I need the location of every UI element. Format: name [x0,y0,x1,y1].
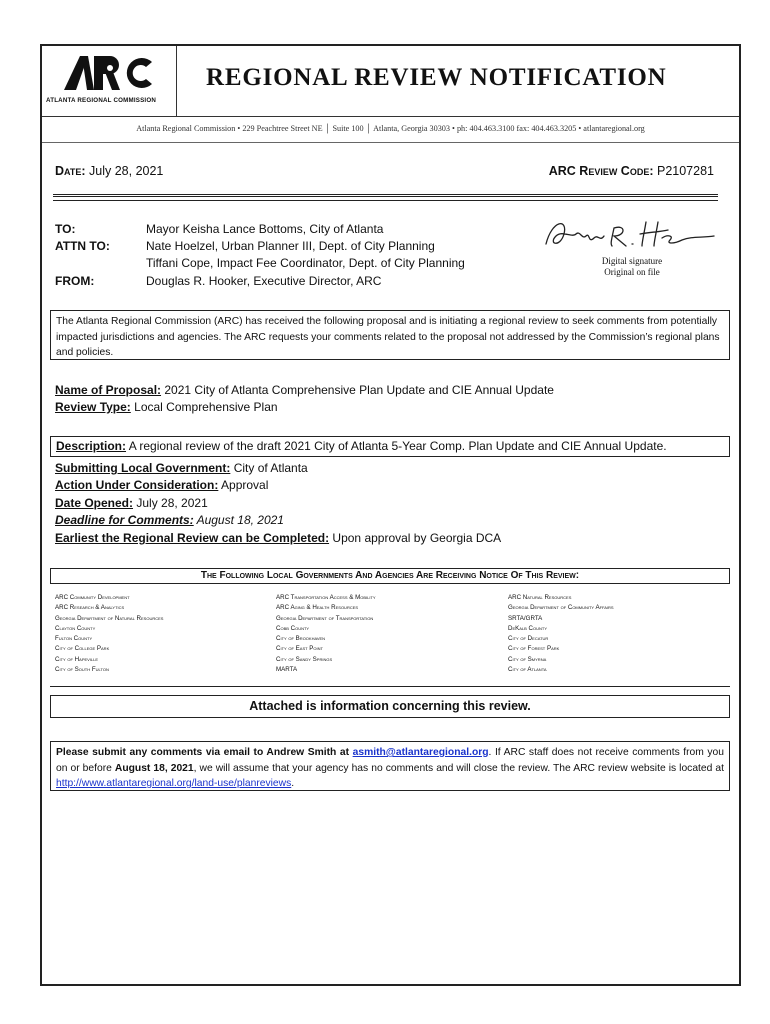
agency-item: Fulton County [55,635,93,643]
action-under-consideration [55,478,268,492]
agency-item: ARC Aging & Health Resources [276,604,359,612]
agency-item: City of South Fulton [55,666,109,674]
submitting-label: Submitting Local Government: [55,461,231,475]
review-code-line [549,164,714,178]
proposal-name-value: 2021 City of Atlanta Comprehensive Plan Update and CIE Annual Update [164,383,554,397]
deadline-value: August 18, 2021 [196,513,284,527]
arc-logo-mark-icon [42,46,176,98]
logo-caption: ATLANTA REGIONAL COMMISSION [46,97,157,104]
submit-comments-box [50,741,730,791]
attn-value-2: Tiffani Cope, Impact Fee Coordinator, Dept. of City Planning [146,256,465,270]
agency-item: City of Forest Park [508,645,560,653]
opened-value: July 28, 2021 [136,496,208,510]
deadline-label: Deadline for Comments: [55,513,194,527]
agency-item: SRTA/GRTA [508,614,543,622]
double-divider [53,194,718,201]
to-value: Mayor Keisha Lance Bottoms, City of Atlanta [146,222,384,236]
address-line: Atlanta Regional Commission • 229 Peachtree Street NE │ Suite 100 │ Atlanta, Georgia 30303 • ph: 404.463.3100 fax: 404.463.3205 • atlantaregional.org [136,124,645,133]
review-website-link[interactable]: http://www.atlantaregional.org/land-use/planreviews [56,778,292,789]
description-label: Description: [56,439,127,453]
to-label: TO: [55,222,76,236]
submitting-value: City of Atlanta [233,461,308,475]
opened-label: Date Opened: [55,496,134,510]
agencies-column-1 [55,593,163,675]
date-opened [55,496,208,510]
action-value: Approval [221,478,269,492]
agency-item: ARC Natural Resources [508,594,572,601]
submit-text-4: . [291,778,295,789]
agency-item: ARC Research & Analytics [55,604,125,612]
attn-value-1: Nate Hoelzel, Urban Planner III, Dept. of City Planning [146,239,435,253]
submit-text-3: , we will assume that your agency has no comments and will close the review. The ARC review website is located at [193,762,724,774]
agencies-column-3 [508,593,614,675]
agencies-heading: The Following Local Governments And Agencies Are Receiving Notice Of This Review: [50,568,730,584]
email-link[interactable]: asmith@atlantaregional.org [352,747,489,758]
action-label: Action Under Consideration: [55,478,219,492]
agency-item: ARC Transportation Access & Mobility [276,594,376,601]
header [42,46,739,117]
intro-box: The Atlanta Regional Commission (ARC) has received the following proposal and is initiating a regional review to seek comments from potentially impacted jurisdictions and agencies. The ARC requests your comments related to the proposal not addressed by the Commission’s regional plans and policies. [50,310,730,360]
agency-item: Georgia Department of Transportation [276,614,374,622]
date-value: July 28, 2021 [89,164,164,178]
agency-item: City of Sandy Springs [276,655,333,663]
agency-item: Clayton County [55,624,96,632]
agency-item: Georgia Department of Natural Resources [55,614,164,622]
agency-item: City of Decatur [508,635,549,643]
review-code-label: ARC Review Code: [548,164,654,178]
review-type-value: Local Comprehensive Plan [134,400,278,414]
agency-item: City of Atlanta [508,666,547,674]
attached-notice: Attached is information concerning this review. [50,695,730,718]
signature-icon [542,214,717,254]
agencies-column-2 [276,593,376,675]
earliest-value: Upon approval by Georgia DCA [332,531,502,545]
attn-label: ATTN TO: [55,239,110,253]
description-box [50,436,730,457]
agency-item: City of East Point [276,645,323,653]
submit-text-1: Please submit any comments via email to Andrew Smith at [56,747,350,758]
submit-text-2: . If ARC staff does not receive comments from you on or before [56,747,725,774]
review-code-value: P2107281 [656,164,714,178]
proposal-name-label: Name of Proposal: [55,383,162,397]
from-label: FROM: [55,274,95,288]
signature-note [572,256,692,278]
review-type [55,400,278,414]
agency-item: Georgia Department of Community Affairs [508,604,614,612]
description-value: A regional review of the draft 2021 City of Atlanta 5-Year Comp. Plan Update and CIE Annual Update. [128,439,667,453]
agency-item: City of Hapeville [55,655,99,663]
agency-item: City of College Park [55,645,110,653]
agency-item: DeKalb County [508,624,548,632]
date-label: Date: [55,164,86,178]
notification-page [40,44,741,986]
divider [50,686,730,687]
proposal-name [55,383,554,397]
earliest-completion [55,531,501,545]
signature-note-line2: Original on file [604,267,660,277]
page-title: REGIONAL REVIEW NOTIFICATION [206,64,667,91]
deadline-for-comments [55,513,284,527]
submit-deadline: August 18, 2021 [114,762,194,774]
signature-note-line1: Digital signature [601,256,663,266]
arc-logo [42,46,177,116]
earliest-label: Earliest the Regional Review can be Completed: [55,531,330,545]
agency-item: Cobb County [276,624,310,632]
agency-item: ARC Community Development [55,594,130,601]
agency-item: City of Brookhaven [276,635,326,643]
submitting-government [55,461,308,475]
divider [42,142,739,143]
from-value: Douglas R. Hooker, Executive Director, ARC [146,274,382,288]
review-type-label: Review Type: [55,400,131,414]
agency-item: City of Smyrna [508,655,547,663]
agency-item: MARTA [276,666,298,674]
date-line [55,164,163,178]
